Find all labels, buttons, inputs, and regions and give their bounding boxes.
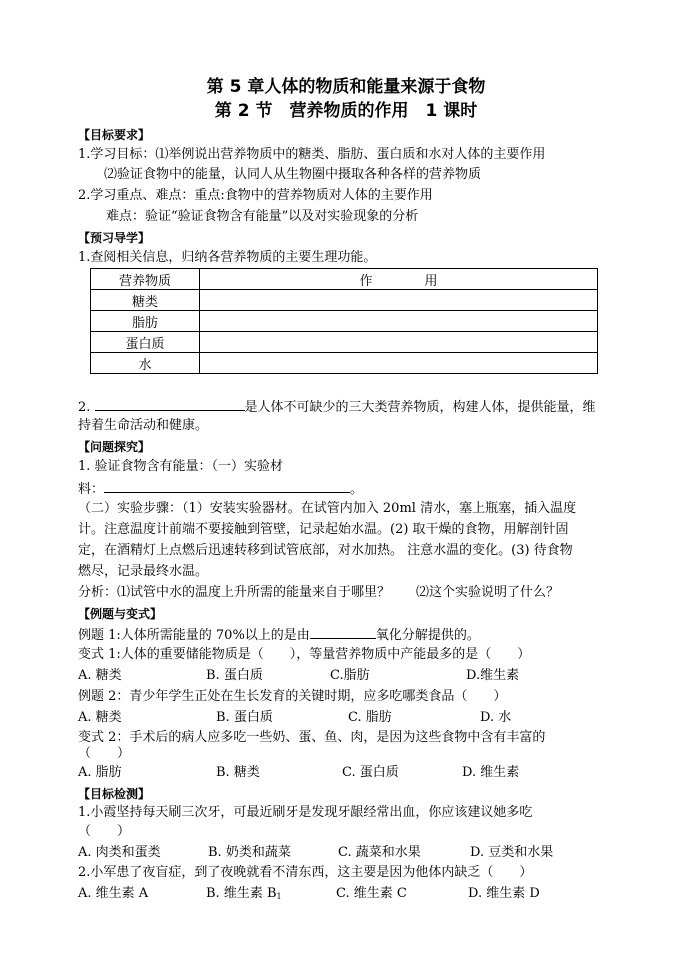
table-cell-function-blank[interactable] [200, 332, 598, 353]
explore-line-6: 燃尽，记录最终水温。 [78, 564, 209, 579]
example-2-option-a[interactable]: A. 糖类 [78, 710, 122, 725]
example-2-option-d[interactable]: D. 水 [480, 710, 512, 725]
check-header: 【目标检测】 [78, 787, 151, 801]
table-row [91, 353, 598, 374]
variant-2-option-b[interactable]: B. 糖类 [216, 765, 260, 780]
check-question-1-paren: （ ） [78, 824, 131, 839]
variant-2-answer-paren: （ ） [78, 746, 131, 761]
explore-line-3: （二）实验步骤：（1）安装实验器材。在试管内加入 20ml 清水，塞上瓶塞，插入温度 [78, 501, 577, 516]
table-cell-nutrient: 糖类 [91, 290, 200, 311]
table-cell-function-blank[interactable] [200, 290, 598, 311]
table-header-nutrient: 营养物质 [91, 269, 200, 290]
examples-header: 【例题与变式】 [78, 607, 163, 621]
check-q1-option-a[interactable]: A. 肉类和蛋类 [78, 845, 161, 860]
goals-line-1: 1.学习目标：⑴举例说出营养物质中的糖类、脂肪、蛋白质和水对人体的主要作用 [78, 147, 546, 162]
nutrient-function-table [90, 268, 598, 374]
page-title: 第 5 章人体的物质和能量来源于食物 [206, 77, 486, 97]
preview-question-1: 1.查阅相关信息，归纳各营养物质的主要生理功能。 [78, 250, 377, 265]
check-question-2: 2.小军患了夜盲症，到了夜晚就看不清东西，这主要是因为他体内缺乏（ ） [78, 865, 533, 880]
table-header-row [91, 269, 598, 290]
example-1-text: 例题 1:人体所需能量的 70%以上的是由 [78, 628, 310, 643]
variant-1: 变式 1:人体的重要储能物质是（ ），等量营养物质中产能最多的是（ ） [78, 647, 531, 662]
variant-1-option-b[interactable]: B. 蛋白质 [206, 668, 263, 683]
explore-line-2 [78, 479, 363, 499]
question-number: 2. [78, 400, 95, 415]
preview-header: 【预习导学】 [78, 231, 151, 245]
check-q1-option-c[interactable]: C. 蔬菜和水果 [338, 845, 421, 860]
table-header-function: 作 用 [200, 269, 598, 290]
variant-1-option-a[interactable]: A. 糖类 [78, 668, 122, 683]
check-q2-option-a[interactable]: A. 维生素 A [78, 886, 149, 901]
table-cell-function-blank[interactable] [200, 353, 598, 374]
example-1 [78, 625, 480, 645]
question-text: 是人体不可缺少的三大类营养物质，构建人体，提供能量，维 [244, 400, 596, 415]
example-2: 例题 2：青少年学生正处在生长发育的关键时期，应多吃哪类食品（ ） [78, 689, 507, 704]
table-row [91, 311, 598, 332]
table-cell-nutrient: 水 [91, 353, 200, 374]
table-cell-nutrient: 蛋白质 [91, 332, 200, 353]
explore-line-7: 分析：⑴试管中水的温度上升所需的能量来自于哪里？ ⑵这个实验说明了什么？ [78, 585, 560, 600]
check-question-1: 1.小霞坚持每天刷三次牙，可最近刷牙是发现牙龈经常出血，你应该建议她多吃 [78, 805, 533, 820]
goals-line-2: ⑵验证食物中的能量，认同人从生物圈中摄取各种各样的营养物质 [104, 167, 482, 182]
table-cell-nutrient: 脂肪 [91, 311, 200, 332]
explore-line-1: 1. 验证食物含有能量：（一）实验材 [78, 459, 284, 474]
goals-header: 【目标要求】 [78, 128, 151, 142]
preview-question-2 [78, 397, 596, 417]
preview-question-2-cont: 持着生命活动和健康。 [78, 418, 209, 433]
variant-1-option-d[interactable]: D.维生素 [466, 668, 520, 683]
fill-in-blank[interactable] [310, 625, 376, 639]
check-q2-option-c[interactable]: C. 维生素 C [336, 886, 407, 901]
example-1-end: 氧化分解提供的。 [375, 628, 480, 643]
goals-line-4: 难点：验证“验证食物含有能量”以及对实验现象的分析 [106, 209, 419, 224]
materials-end: 。 [350, 482, 364, 497]
example-2-option-b[interactable]: B. 蛋白质 [216, 710, 273, 725]
option-b-text: B. 维生素 B [206, 886, 277, 901]
variant-1-option-c[interactable]: C.脂肪 [330, 668, 370, 683]
table-cell-function-blank[interactable] [200, 311, 598, 332]
subscript-1: 1 [276, 892, 282, 901]
goals-line-3: 2.学习重点、难点：重点:食物中的营养物质对人体的主要作用 [78, 188, 433, 203]
check-q1-option-b[interactable]: B. 奶类和蔬菜 [208, 845, 291, 860]
table-row [91, 332, 598, 353]
materials-label: 料： [78, 482, 105, 497]
variant-2-option-a[interactable]: A. 脂肪 [78, 765, 122, 780]
check-q2-option-b[interactable] [206, 885, 282, 906]
variant-2-option-c[interactable]: C. 蛋白质 [342, 765, 399, 780]
fill-in-blank[interactable] [95, 397, 245, 411]
explore-header: 【问题探究】 [78, 440, 151, 454]
check-q1-option-d[interactable]: D. 豆类和水果 [470, 845, 554, 860]
example-2-option-c[interactable]: C. 脂肪 [348, 710, 392, 725]
explore-line-4: 计。注意温度计前端不要接触到管壁，记录起始水温。(2) 取干燥的食物，用解剖针固 [78, 522, 569, 537]
table-row [91, 290, 598, 311]
fill-in-blank[interactable] [104, 479, 350, 493]
variant-2: 变式 2：手术后的病人应多吃一些奶、蛋、鱼、肉，是因为这些食物中含有丰富的 [78, 730, 546, 745]
section-title: 第 2 节 营养物质的作用 1 课时 [214, 101, 478, 121]
check-q2-option-d[interactable]: D. 维生素 D [468, 886, 540, 901]
variant-2-option-d[interactable]: D. 维生素 [462, 765, 520, 780]
explore-line-5: 定，在酒精灯上点燃后迅速转移到试管底部，对水加热。 注意水温的变化。(3) 待食物 [78, 543, 573, 558]
